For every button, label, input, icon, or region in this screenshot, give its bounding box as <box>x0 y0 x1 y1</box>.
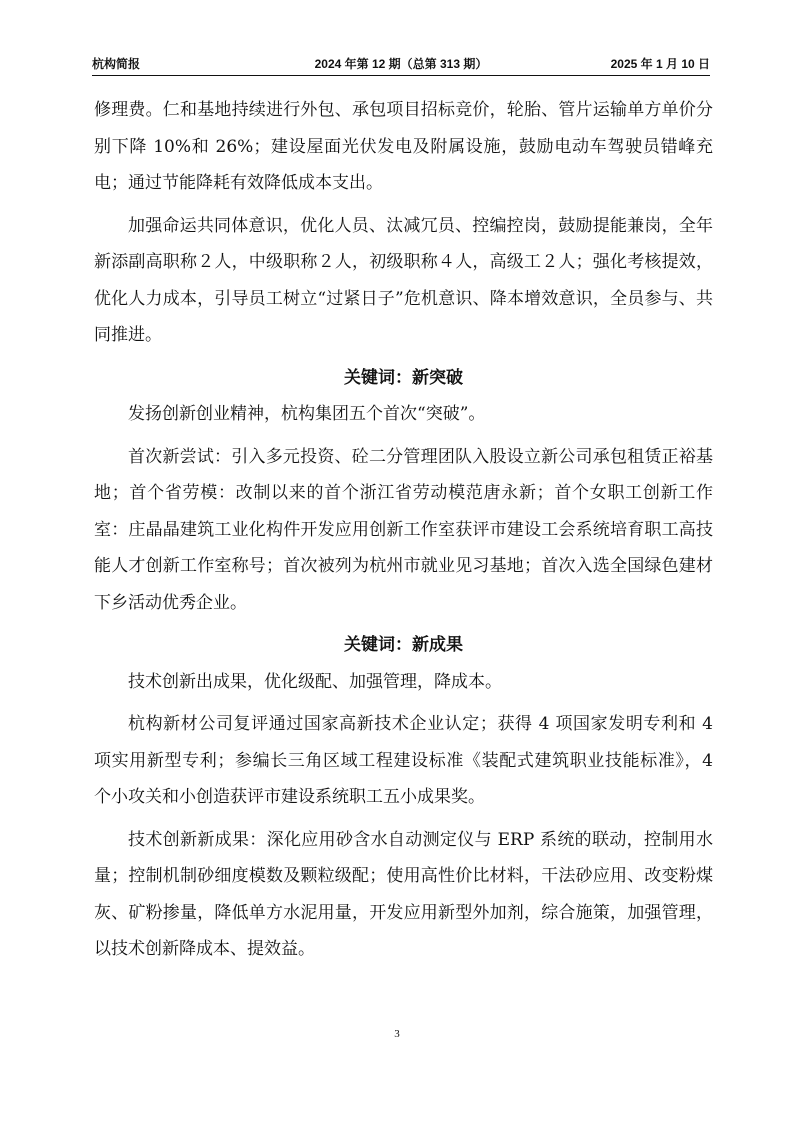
paragraph: 杭构新材公司复评通过国家高新技术企业认定；获得 4 项国家发明专利和 4 项实用新型专利；参编长三角区域工程建设标准《装配式建筑职业技能标准》，4 个小攻关和小创造获评市建设系统职工五小成果奖。 <box>94 714 713 807</box>
publication-date: 2025 年 1 月 10 日 <box>610 57 710 71</box>
issue-number: 2024 年第 12 期（总第 313 期） <box>314 57 488 71</box>
publication-name: 杭构简报 <box>92 57 141 71</box>
section-heading-breakthrough: 关键词：新突破 <box>344 367 463 388</box>
paragraph: 发扬创新创业精神，杭构集团五个首次“突破”。 <box>128 404 486 424</box>
paragraph: 技术创新出成果，优化级配、加强管理，降成本。 <box>128 671 502 692</box>
document-body <box>94 92 713 968</box>
paragraph: 修理费。仁和基地持续进行外包、承包项目招标竞价，轮胎、管片运输单方单价分别下降 10%和 26%；建设屋面光伏发电及附属设施，鼓励电动车驾驶员错峰充电；通过节能降耗有效降低成本支出。 <box>94 100 713 193</box>
section-heading-achievements: 关键词：新成果 <box>344 635 463 655</box>
page-header <box>92 55 710 76</box>
page-number: 3 <box>394 1028 400 1040</box>
paragraph: 加强命运共同体意识，优化人员、汰减冗员、控编控岗，鼓励提能兼岗，全年新添副高职称２人，中级职称２人，初级职称４人，高级工２人；强化考核提效，优化人力成本，引导员工树立“过紧日子”危机意识、降本增效意识，全员参与、共同推进。 <box>94 215 713 345</box>
paragraph: 技术创新新成果：深化应用砂含水自动测定仪与 ERP 系统的联动，控制用水量；控制机制砂细度模数及颗粒级配；使用高性价比材料，干法砂应用、改变粉煤灰、矿粉掺量，降低单方水泥用量，开发应用新型外加剂，综合施策，加强管理，以技术创新降成本、提效益。 <box>94 829 713 959</box>
paragraph: 首次新尝试：引入多元投资、砼二分管理团队入股设立新公司承包租赁正裕基地；首个省劳模：改制以来的首个浙江省劳动模范唐永新；首个女职工创新工作室：庄晶晶建筑工业化构件开发应用创新工作室获评市建设工会系统培育职工高技能人才创新工作室称号；首次被列为杭州市就业见习基地；首次入选全国绿色建材下乡活动优秀企业。 <box>94 446 713 613</box>
